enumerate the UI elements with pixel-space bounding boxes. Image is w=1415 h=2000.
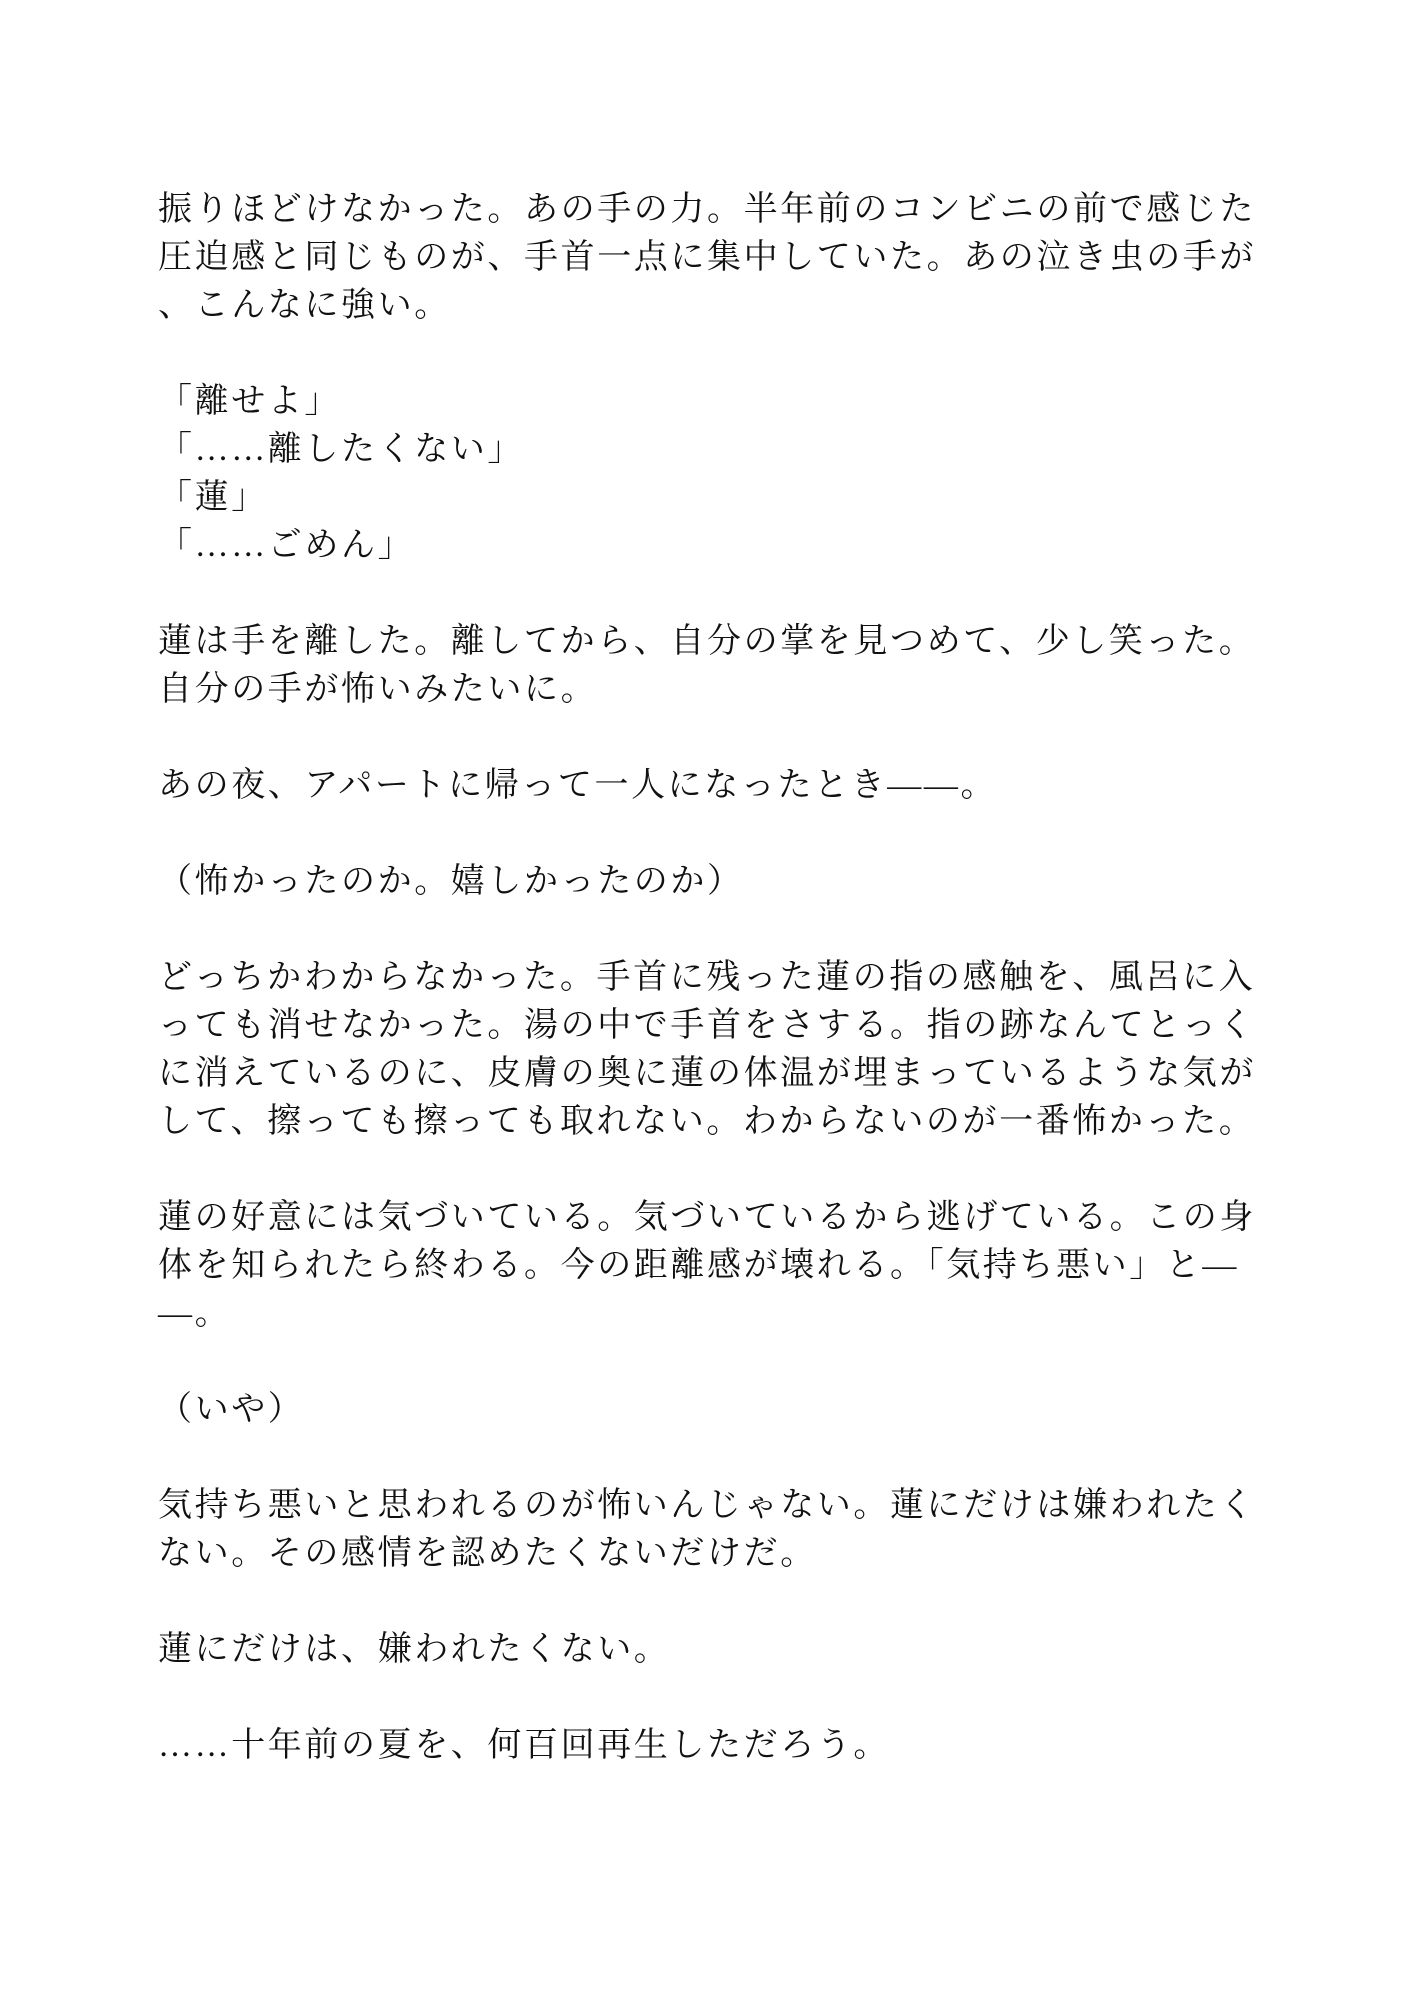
paragraph-narration-5	[158, 1194, 1260, 1338]
dialogue-exchange	[158, 378, 1260, 570]
monologue-line: （怖かったのか。嬉しかったのか）	[158, 863, 744, 900]
text-line: 振りほどけなかった。あの手の力。半年前のコンビニの前で感じた	[158, 191, 1256, 228]
text-line: に消えているのに、皮膚の奥に蓮の体温が埋まっているような気が	[158, 1055, 1256, 1092]
text-line: 蓮にだけは、嫌われたくない。	[158, 1631, 671, 1668]
dialogue-line: 「蓮」	[158, 479, 268, 516]
paragraph-narration-3	[158, 762, 1260, 810]
text-line: 蓮は手を離した。離してから、自分の掌を見つめて、少し笑った。	[158, 623, 1256, 660]
text-line: あの夜、アパートに帰って一人になったとき――。	[158, 767, 998, 804]
text-line: ない。その感情を認めたくないだけだ。	[158, 1535, 817, 1572]
monologue-line: （いや）	[158, 1391, 305, 1428]
paragraph-narration-6	[158, 1482, 1260, 1578]
text-line: して、擦っても擦っても取れない。わからないのが一番怖かった。	[158, 1103, 1256, 1140]
dialogue-line: 「……ごめん」	[158, 527, 415, 564]
text-line: 蓮の好意には気づいている。気づいているから逃げている。この身	[158, 1199, 1256, 1236]
paragraph-narration-2	[158, 618, 1260, 714]
text-line: っても消せなかった。湯の中で手首をさする。指の跡なんてとっく	[158, 1007, 1256, 1044]
paragraph-narration-1	[158, 186, 1260, 330]
dialogue-line: 「……離したくない」	[158, 431, 524, 468]
text-line: 、こんなに強い。	[158, 287, 451, 324]
paragraph-narration-4	[158, 954, 1260, 1146]
text-line: ……十年前の夏を、何百回再生しただろう。	[158, 1727, 890, 1764]
text-line: ―。	[158, 1295, 232, 1332]
text-line: どっちかわからなかった。手首に残った蓮の指の感触を、風呂に入	[158, 959, 1256, 996]
text-line: 圧迫感と同じものが、手首一点に集中していた。あの泣き虫の手が	[158, 239, 1256, 276]
inner-monologue-2	[158, 1386, 1260, 1434]
text-line: 気持ち悪いと思われるのが怖いんじゃない。蓮にだけは嫌われたく	[158, 1487, 1256, 1524]
text-line: 自分の手が怖いみたいに。	[158, 671, 598, 708]
paragraph-narration-7	[158, 1626, 1260, 1674]
paragraph-narration-8	[158, 1722, 1260, 1770]
inner-monologue-1	[158, 858, 1260, 906]
dialogue-line: 「離せよ」	[158, 383, 341, 420]
text-line: 体を知られたら終わる。今の距離感が壊れる。「気持ち悪い」と―	[158, 1247, 1239, 1284]
